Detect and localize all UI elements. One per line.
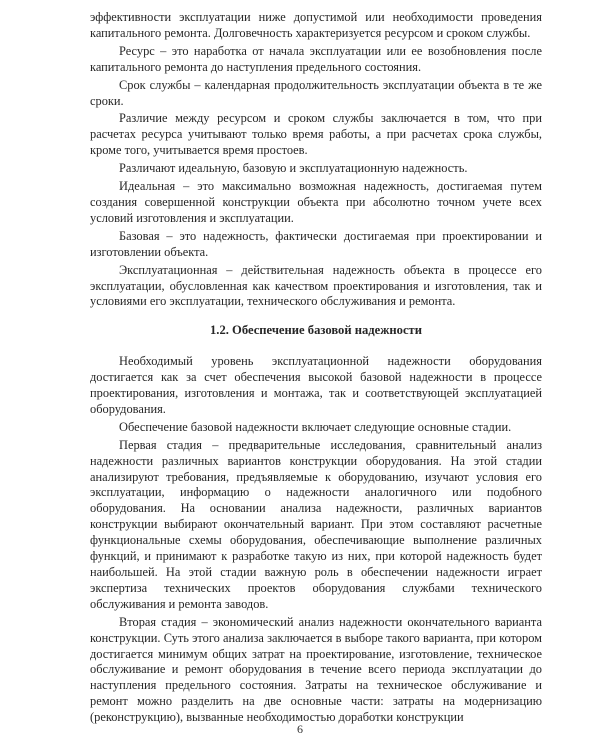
- paragraph-resource-definition: Ресурс – это наработка от начала эксплуатации или ее возобновления после капитального ремонта до наступления предельного состояния.: [90, 43, 542, 74]
- paragraph-resource-vs-service-life: Различие между ресурсом и сроком службы заключается в том, что при расчетах ресурса учитывают только время работы, а при расчетах срока службы, кроме того, учитывается время простоев.: [90, 111, 542, 158]
- paragraph-second-stage: Вторая стадия – экономический анализ надежности окончательного варианта конструкции. Суть этого анализа заключается в выборе такого варианта, при котором достигается минимум общих затрат на проектирование, изготовление, техническое обслуживание и ремонт оборудования в течение всего периода эксплуатации до наступления предельного состояния. Затраты на техническое обслуживание и ремонт можно разделить на две основные части: затраты на модернизацию (реконструкцию), вызванные необходимостью доработки конструкции: [90, 614, 542, 725]
- paragraph-base-reliability: Базовая – это надежность, фактически достигаемая при проектировании и изготовлении объекта.: [90, 228, 542, 259]
- section-heading: 1.2. Обеспечение базовой надежности: [210, 323, 422, 338]
- paragraph-stages-intro: Обеспечение базовой надежности включает следующие основные стадии.: [119, 419, 512, 434]
- paragraph-operational-reliability: Эксплуатационная – действительная надежность объекта в процессе его эксплуатации, обусловленная как качеством проектирования и изготовления, так и условиями его эксплуатации, технического обслуживания и ремонта.: [90, 262, 542, 309]
- document-page: [90, 10, 542, 728]
- paragraph-required-level: Необходимый уровень эксплуатационной надежности оборудования достигается как за счет обеспечения высокой базовой надежности в процессе проектирования, изготовления и монтажа, так и соответствующей эксплуатацией оборудования.: [90, 354, 542, 416]
- paragraph-ideal-reliability: Идеальная – это максимально возможная надежность, достигаемая путем создания совершенной конструкции объекта при абсолютно точном учете всех условий изготовления и эксплуатации.: [90, 179, 542, 225]
- paragraph-service-life-definition: Срок службы – календарная продолжительность эксплуатации объекта в те же сроки.: [90, 77, 542, 108]
- page-number: 6: [297, 722, 303, 736]
- paragraph-durability-continued: эффективности эксплуатации ниже допустимой или необходимости проведения капитального ремонта. Долговечность характеризуется ресурсом и сроком службы.: [90, 10, 542, 40]
- paragraph-first-stage: Первая стадия – предварительные исследования, сравнительный анализ надежности различных вариантов конструкции оборудования. На этой стадии анализируют требования, предъявляемые к оборудованию, изучают условия его эксплуатации, информацию о надежности аналогичного или подобного оборудования. На основании анализа надежности, различных вариантов конструкции выбирают окончательный вариант. При этом составляют расчетные функциональные схемы оборудования, обеспечивающие выполнение различных функций, и принимают к разработке такую из них, при которой надежность будет наибольшей. На этой стадии важную роль в обеспечении надежности играет экспертиза технических проектов оборудования службами технического обслуживания и ремонта заводов.: [90, 437, 542, 611]
- paragraph-reliability-types: Различают идеальную, базовую и эксплуатационную надежность.: [119, 161, 468, 176]
